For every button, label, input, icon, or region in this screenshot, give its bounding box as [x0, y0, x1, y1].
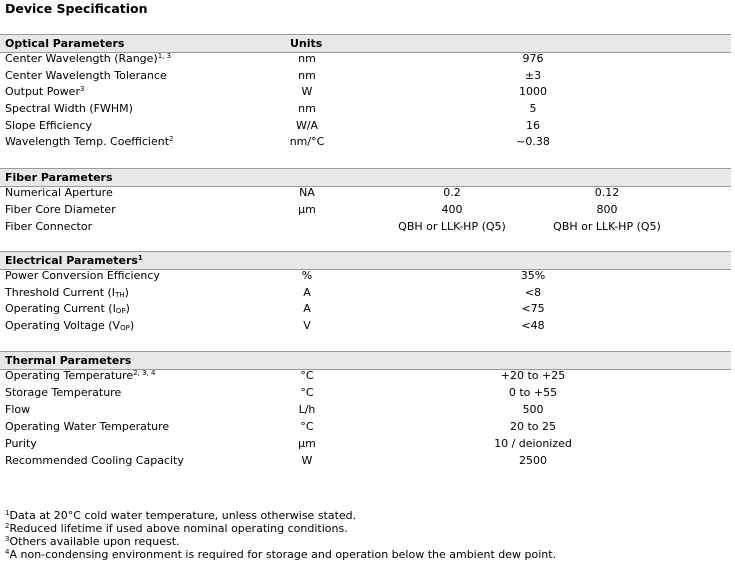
param-value-variant-1: 400: [441, 203, 463, 216]
table-row: [0, 319, 735, 336]
param-name: Output Power$^3$: [5, 85, 85, 98]
param-value-variant-2: 800: [596, 203, 618, 216]
param-unit: °C: [300, 369, 314, 382]
param-name: Operating Voltage $(V_{OP})$: [5, 319, 135, 332]
footnote: $^1$Data at 20°C cold water temperature, unless otherwise stated.: [5, 509, 357, 522]
param-unit: µm: [298, 203, 316, 216]
param-value: 0 to +55: [508, 386, 558, 399]
section-title: Electrical Parameters$^1$: [5, 254, 143, 267]
param-name: Operating Temperature$^{2, 3, 4}$: [5, 369, 156, 382]
param-name: Center Wavelength (Range)$^{1, 3}$: [5, 52, 172, 65]
table-row: [0, 286, 735, 303]
param-value: 16: [526, 119, 540, 132]
table-row: [0, 437, 735, 454]
table-row: [0, 220, 735, 237]
param-value: 2500: [519, 454, 547, 467]
param-name: Slope Efficiency: [5, 119, 93, 132]
table-row: [0, 302, 735, 319]
table-row: [0, 420, 735, 437]
section-header: [0, 351, 731, 370]
table-row: [0, 386, 735, 403]
param-value: 976: [522, 52, 544, 65]
table-row: [0, 269, 735, 286]
param-value-variant-2: QBH or LLK-HP (Q5): [553, 220, 661, 233]
param-unit: W/A: [295, 119, 319, 132]
footnote: $^2$Reduced lifetime if used above nominal operating conditions.: [5, 522, 348, 535]
param-name: Power Conversion Efficiency: [5, 269, 160, 282]
param-value: 5: [529, 102, 537, 115]
units-header: Units: [290, 37, 323, 50]
param-value-variant-1: QBH or LLK-HP (Q5): [398, 220, 506, 233]
table-row: [0, 203, 735, 220]
param-unit: %: [301, 269, 313, 282]
param-name: Storage Temperature: [5, 386, 122, 399]
param-unit: °C: [300, 420, 314, 433]
param-value: 1000: [519, 85, 547, 98]
param-name: Purity: [5, 437, 37, 450]
param-unit: nm: [298, 52, 316, 65]
param-value: ~0.38: [516, 135, 550, 148]
table-row: [0, 186, 735, 203]
param-name: Fiber Core Diameter: [5, 203, 116, 216]
param-unit: A: [303, 302, 311, 315]
param-value: ±3: [524, 69, 542, 82]
param-name: Spectral Width (FWHM): [5, 102, 133, 115]
section-title: Fiber Parameters: [5, 171, 113, 184]
param-value: <75: [521, 302, 545, 315]
param-unit: °C: [300, 386, 314, 399]
param-name: Threshold Current $(I_{TH})$: [5, 286, 129, 299]
footnotes: [5, 509, 556, 561]
table-row: [0, 454, 735, 471]
table-row: [0, 102, 735, 119]
param-name: Center Wavelength Tolerance: [5, 69, 167, 82]
param-unit: µm: [298, 437, 316, 450]
param-unit: W: [301, 85, 313, 98]
param-name: Operating Current $(I_{OP})$: [5, 302, 130, 315]
section-title: Optical Parameters: [5, 37, 125, 50]
table-row: [0, 52, 735, 69]
param-value: 500: [522, 403, 544, 416]
page-title: Device Specification: [5, 1, 148, 16]
section-header: [0, 34, 731, 53]
param-name: Numerical Aperture: [5, 186, 113, 199]
section-header: [0, 168, 731, 187]
param-unit: nm: [298, 69, 316, 82]
param-name: Recommended Cooling Capacity: [5, 454, 184, 467]
table-row: [0, 403, 735, 420]
table-row: [0, 69, 735, 86]
table-row: [0, 85, 735, 102]
param-value-variant-2: 0.12: [594, 186, 620, 199]
param-unit: NA: [299, 186, 315, 199]
section-title: Thermal Parameters: [5, 354, 132, 367]
footnote: $^4$A non-condensing environment is required for storage and operation below the ambient dew point.: [5, 548, 557, 561]
param-unit: A: [303, 286, 311, 299]
table-row: [0, 119, 735, 136]
param-unit: nm: [298, 102, 316, 115]
param-value: 10 / deionized: [494, 437, 572, 450]
param-value: <8: [524, 286, 542, 299]
param-value: <48: [521, 319, 545, 332]
footnote: $^3$Others available upon request.: [5, 535, 180, 548]
param-unit: V: [303, 319, 311, 332]
param-name: Operating Water Temperature: [5, 420, 170, 433]
param-name: Fiber Connector: [5, 220, 93, 233]
param-unit: W: [301, 454, 313, 467]
param-unit: L/h: [298, 403, 316, 416]
param-value: +20 to +25: [500, 369, 566, 382]
section-header: [0, 251, 731, 270]
param-value: 20 to 25: [509, 420, 557, 433]
table-row: [0, 135, 735, 152]
param-unit: nm/°C: [289, 135, 325, 148]
param-name: Wavelength Temp. Coefficient$^2$: [5, 135, 174, 148]
table-row: [0, 369, 735, 386]
param-value: 35%: [520, 269, 546, 282]
param-name: Flow: [5, 403, 31, 416]
param-value-variant-1: 0.2: [443, 186, 461, 199]
